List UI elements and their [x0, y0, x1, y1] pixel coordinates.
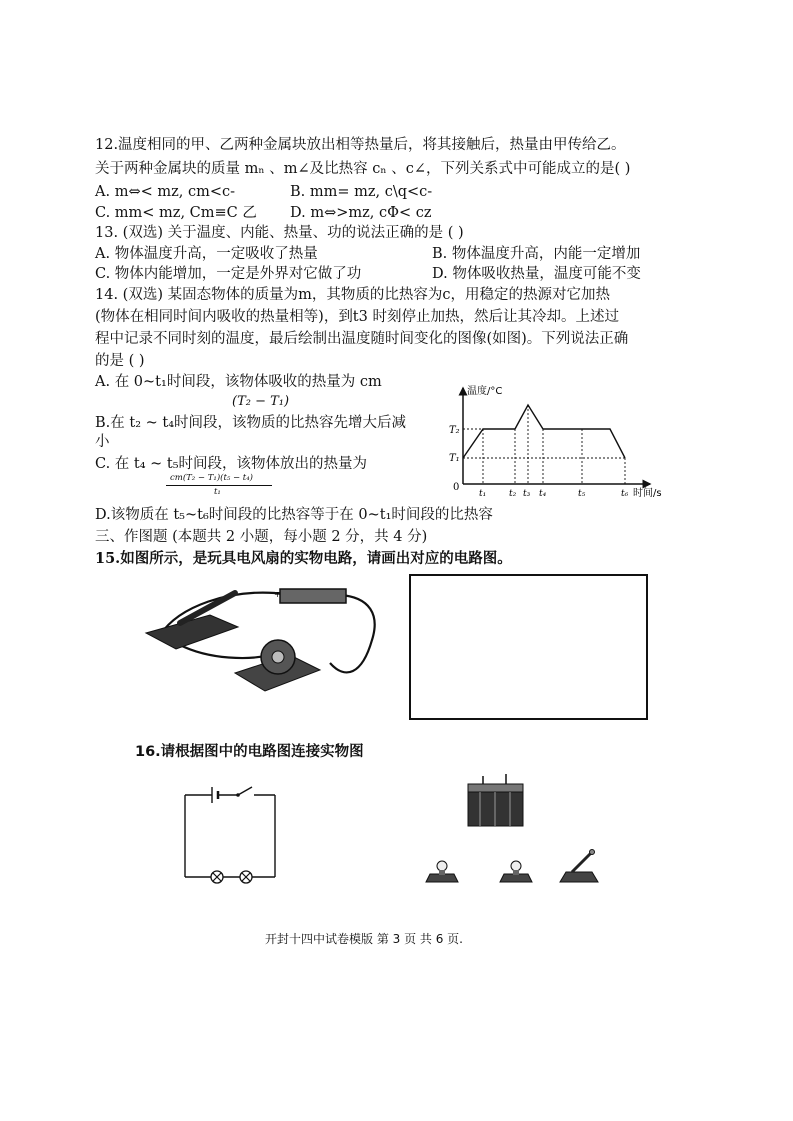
plus-sign: + — [274, 590, 281, 599]
q14-option-a: A. 在 0~t₁时间段，该物体吸收的热量为 cm — [95, 374, 382, 390]
circuit-diagram — [180, 785, 280, 895]
q14-line3: 程中记录不同时刻的温度，最后绘制出温度随时间变化的图像(如图)。下列说法正确 — [95, 331, 629, 347]
tick-t2: t₂ — [509, 489, 517, 499]
q13-option-c: C. 物体内能增加，一定是外界对它做了功 — [95, 266, 362, 282]
q14-line1: 14. (双选) 某固态物体的质量为m，其物质的比热容为c，用稳定的热源对它加热 — [95, 287, 610, 303]
q12-option-a: A. m⇔< mz, cm<c- — [95, 184, 235, 200]
toy-fan-circuit-photo — [140, 585, 390, 715]
temperature-time-graph — [445, 380, 670, 500]
origin-label: 0 — [453, 482, 460, 493]
dashed-guides — [463, 405, 625, 484]
battery-pack — [280, 589, 346, 603]
q13-stem: 13. (双选) 关于温度、内能、热量、功的说法正确的是 ( ) — [95, 225, 464, 241]
q14-option-c: C. 在 t₄ ~ t₅时间段，该物体放出的热量为 — [95, 456, 368, 472]
q14-option-b-cont: 小 — [95, 434, 110, 450]
t2-label: T₂ — [449, 425, 460, 436]
q12-line1: 12.温度相同的甲、乙两种金属块放出相等热量后，将其接触后，热量由甲传给乙。 — [95, 137, 626, 153]
wire — [180, 645, 270, 658]
q14-line2: (物体在相同时间内吸收的热量相等)，到t3 时刻停止加热，然后让其冷却。上述过 — [95, 309, 619, 325]
knife-switch-icon — [560, 850, 598, 883]
q13-option-b: B. 物体温度升高，内能一定增加 — [432, 246, 641, 262]
q14-option-b: B.在 t₂ ~ t₄时间段，该物质的比热容先增大后减 — [95, 415, 407, 431]
lamp-holder-2-icon — [500, 861, 532, 882]
q15-text: 15.如图所示，是玩具电风扇的实物电路，请画出对应的电路图。 — [95, 550, 512, 567]
page-footer: 开封十四中试卷模版 第 3 页 共 6 页. — [265, 932, 463, 946]
q12-option-d: D. m⇔>mz, cΦ< cz — [290, 205, 432, 221]
lamp-holder-1-icon — [426, 861, 458, 882]
tick-t1: t₁ — [479, 489, 487, 499]
fraction-bar — [166, 485, 272, 486]
lamp-1-icon — [211, 871, 223, 883]
fan-hub — [272, 651, 284, 663]
q12-line2: 关于两种金属块的质量 mₙ 、m∠及比热容 cₙ 、c∠，下列关系式中可能成立的是( ) — [95, 161, 631, 177]
q14-line4: 的是 ( ) — [95, 353, 145, 369]
switch-pivot — [236, 793, 240, 797]
physical-components-photo — [420, 770, 620, 895]
q14-option-c-denominator: t₁ — [214, 487, 221, 497]
temperature-curve — [463, 405, 625, 458]
x-axis-label: 时间/s — [633, 488, 662, 499]
tick-t5: t₅ — [578, 489, 586, 499]
q12-option-c: C. mm< mz, Cm≡C 乙 — [95, 205, 257, 221]
q13-option-d: D. 物体吸收热量，温度可能不变 — [432, 266, 641, 282]
tick-t6: t₆ — [621, 489, 629, 499]
section-3-heading: 三、作图题 (本题共 2 小题，每小题 2 分，共 4 分) — [95, 529, 428, 545]
q16-text: 16.请根据图中的电路图连接实物图 — [135, 744, 364, 760]
q14-option-a-cont: (T₂ − T₁) — [232, 394, 290, 409]
q14-option-c-numerator: cm(T₂ − T₁)(t₅ − t₄) — [170, 473, 253, 483]
battery-box-icon — [468, 774, 523, 826]
q14-option-d: D.该物质在 t₅~t₆时间段的比热容等于在 0~t₁时间段的比热容 — [95, 507, 493, 523]
tick-t4: t₄ — [539, 489, 547, 499]
q13-option-a: A. 物体温度升高，一定吸收了热量 — [95, 246, 318, 262]
tick-t3: t₃ — [523, 489, 531, 499]
answer-box[interactable] — [409, 574, 648, 720]
y-axis-label: 温度/°C — [467, 386, 503, 397]
lamp-2-icon — [240, 871, 252, 883]
q12-option-b: B. mm= mz, c\q<c- — [290, 184, 433, 200]
switch-base — [146, 615, 238, 649]
t1-label: T₁ — [449, 453, 460, 464]
